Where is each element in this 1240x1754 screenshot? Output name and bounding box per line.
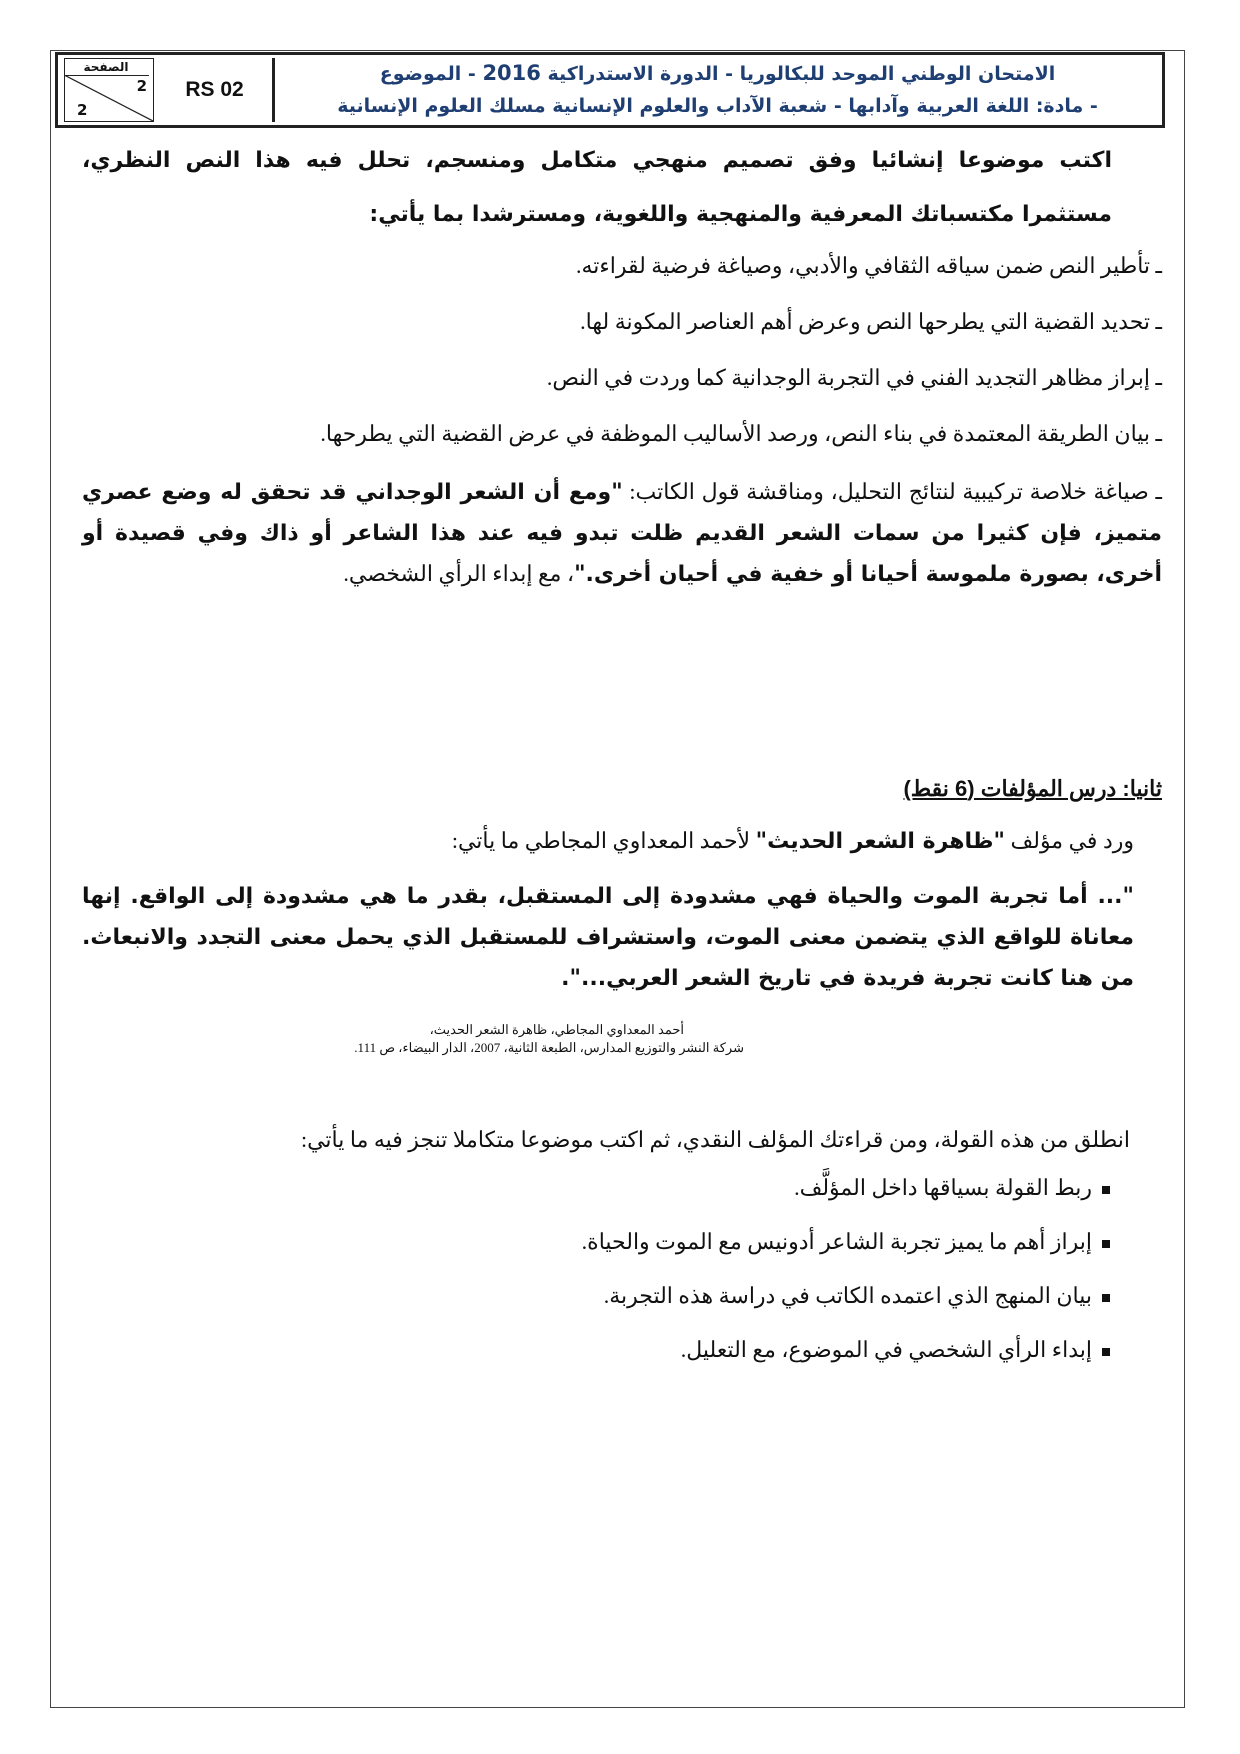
page-label: الصفحة	[64, 59, 149, 76]
part2-bullet-1-text: ربط القولة بسياقها داخل المؤلَّف.	[794, 1175, 1092, 1200]
page-number-box	[64, 58, 154, 122]
exam-title-year: 2016	[482, 61, 541, 85]
part1-instruction: اكتب موضوعا إنشائيا وفق تصميم منهجي متكامل ومنسجم، تحلل فيه هذا النص النظري، مستثمرا مكتسباتك المعرفية والمنهجية واللغوية، ومسترشدا بما يأتي:	[82, 148, 1112, 227]
part2-intro-book: "ظاهرة الشعر الحديث"	[755, 829, 1005, 854]
source-line-2: شركة النشر والتوزيع المدارس، الطبعة الثانية، 2007، الدار البيضاء، ص 111.	[354, 1040, 744, 1055]
part2-source	[82, 1021, 1162, 1057]
part2-bullet-1	[82, 1161, 1110, 1215]
bullet-square-icon	[1102, 1348, 1110, 1356]
exam-title	[283, 57, 1152, 122]
page-current: 2	[136, 77, 147, 95]
part1-item-3: ـ إبراز مظاهر التجديد الفني في التجربة الوجدانية كما وردت في النص.	[546, 365, 1162, 390]
part1-item-4: ـ بيان الطريقة المعتمدة في بناء النص، ورصد الأساليب الموظفة في عرض القضية التي يطرحها.	[320, 421, 1162, 446]
part2-intro-prefix: ورد في مؤلف	[1004, 828, 1134, 853]
part2-intro-suffix: لأحمد المعداوي المجاطي ما يأتي:	[451, 828, 756, 853]
part2-bullet-2-text: إبراز أهم ما يميز تجربة الشاعر أدونيس مع الموت والحياة.	[581, 1229, 1092, 1254]
part2-quote: "... أما تجربة الموت والحياة فهي مشدودة إلى المستقبل، بقدر ما هي مشدودة إلى الواقع. إنها معاناة للواقع الذي يتضمن معنى الموت، واستشراف للمستقبل الذي يحمل معنى التجدد والانبعاث. من هنا كانت تجربة فريدة في تاريخ الشعر العربي...".	[82, 884, 1134, 991]
bullet-square-icon	[1102, 1186, 1110, 1194]
exam-header	[55, 52, 1165, 128]
exam-title-subject: - الموضوع	[379, 63, 476, 85]
part1-section	[82, 134, 1162, 595]
exam-code: RS 02	[157, 58, 275, 122]
part2-task: انطلق من هذه القولة، ومن قراءتك المؤلف النقدي، ثم اكتب موضوعا متكاملا تنجز فيه ما يأتي:	[300, 1127, 1130, 1152]
exam-title-line1	[283, 57, 1152, 90]
part2-intro	[82, 828, 1162, 854]
part2-title: ثانيا: درس المؤلفات (6 نقط)	[903, 776, 1162, 801]
exam-title-session: الامتحان الوطني الموحد للبكالوريا - الدورة الاستدراكية	[547, 63, 1056, 85]
part2-bullets	[82, 1161, 1162, 1377]
part2-bullet-3-text: بيان المنهج الذي اعتمده الكاتب في دراسة هذه التجربة.	[603, 1283, 1092, 1308]
part1-item-5-quote: "ومع أن الشعر الوجداني قد تحقق له وضع عصري متميز، فإن كثيرا من سمات الشعر القديم ظلت تبدو فيه عند هذا الشاعر أو ذاك وفي قصيدة أو أخرى، بصورة ملموسة أحيانا أو خفية في أحيان أخرى."	[82, 480, 1162, 587]
part1-item-1: ـ تأطير النص ضمن سياقه الثقافي والأدبي، وصياغة فرضية لقراءته.	[575, 253, 1162, 278]
bullet-square-icon	[1102, 1240, 1110, 1248]
part2-bullet-3	[82, 1269, 1110, 1323]
part1-item-5-suffix: ، مع إبداء الرأي الشخصي.	[343, 561, 575, 586]
part2-bullet-4-text: إبداء الرأي الشخصي في الموضوع، مع التعليل.	[680, 1337, 1092, 1362]
part2-bullet-2	[82, 1215, 1110, 1269]
part1-item-5	[82, 472, 1162, 595]
part1-item-5-prefix: ـ صياغة خلاصة تركيبية لنتائج التحليل، ومناقشة قول الكاتب:	[622, 479, 1163, 504]
exam-title-line2: - مادة: اللغة العربية وآدابها - شعبة الآداب والعلوم الإنسانية مسلك العلوم الإنسانية	[337, 95, 1098, 117]
source-line-1: أحمد المعداوي المجاطي، ظاهرة الشعر الحديث،	[429, 1022, 684, 1037]
part1-item-2: ـ تحديد القضية التي يطرحها النص وعرض أهم العناصر المكونة لها.	[580, 309, 1162, 334]
page-total: 2	[77, 101, 88, 119]
bullet-square-icon	[1102, 1294, 1110, 1302]
part2-bullet-4	[82, 1323, 1110, 1377]
part2-section	[82, 776, 1162, 1377]
